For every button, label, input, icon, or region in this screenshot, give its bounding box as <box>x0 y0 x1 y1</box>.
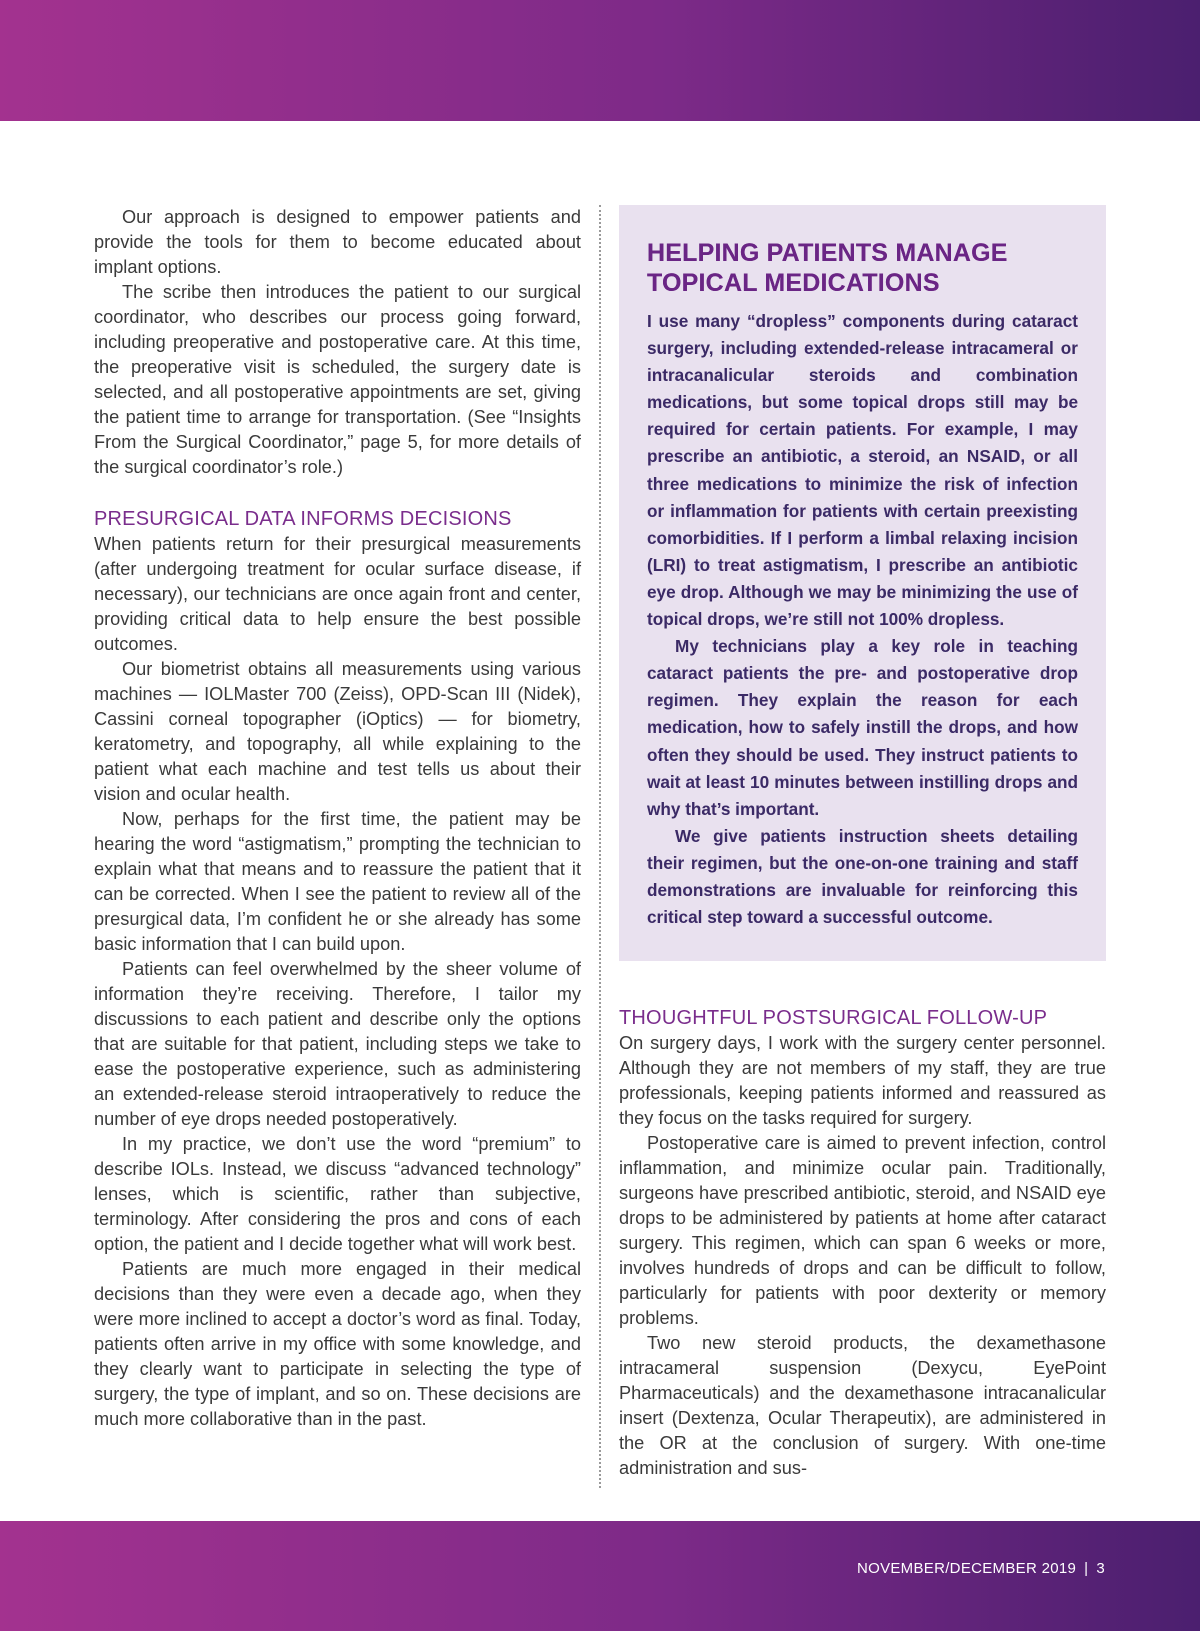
sidebar-title-line: HELPING PATIENTS MANAGE <box>647 239 1008 267</box>
sidebar-title-line: TOPICAL MEDICATIONS <box>647 269 940 297</box>
body-paragraph: In my practice, we don’t use the word “premium” to describe IOLs. Instead, we discuss “advanced technology” lenses, which is scientific, rather than subjective, terminology. After considering the pros and cons of each option, the patient and I decide together what will work best. <box>94 1134 581 1254</box>
body-paragraph: On surgery days, I work with the surgery center personnel. Although they are not members of my staff, they are true professionals, keeping patients informed and reassured as they focus on the tasks required for surgery. <box>619 1033 1106 1129</box>
left-column <box>94 205 581 1432</box>
sidebar-paragraph: I use many “dropless” components during cataract surgery, including extended-release intracameral or intracanalicular steroids and combination medications, but some topical drops still may be required for certain patients. For example, I may prescribe an antibiotic, a steroid, an NSAID, or all three medications to minimize the risk of infection or inflammation for patients with certain preexisting comorbidities. If I perform a limbal relaxing incision (LRI) to treat astigmatism, I prescribe an antibiotic eye drop. Although we may be minimizing the use of topical drops, we’re still not 100% dropless. <box>647 311 1078 630</box>
body-paragraph: Now, perhaps for the first time, the patient may be hearing the word “astigmatism,” prompting the technician to explain what that means and to reassure the patient that it can be corrected. When I see the patient to review all of the presurgical data, I’m confident he or she already has some basic information that I can build upon. <box>94 809 581 954</box>
body-paragraph: Postoperative care is aimed to prevent infection, control inflammation, and minimize ocular pain. Traditionally, surgeons have prescribed antibiotic, steroid, and NSAID eye drops to be administered by patients at home after cataract surgery. This regimen, which can span 6 weeks or more, involves hundreds of drops and can be difficult to follow, particularly for patients with poor dexterity or memory problems. <box>619 1133 1106 1329</box>
page-number: 3 <box>1096 1560 1105 1577</box>
issue-date: NOVEMBER/DECEMBER 2019 <box>856 1560 1077 1577</box>
body-paragraph: The scribe then introduces the patient to our surgical coordinator, who describes our process going forward, including preoperative and postoperative care. At this time, the preoperative visit is scheduled, the surgery date is selected, and all postoperative appointments are set, giving the patient time to arrange for transportation. (See “Insights From the Surgical Coordinator,” page 5, for more details of the surgical coordinator’s role.) <box>94 282 581 477</box>
section-heading-postsurgical: THOUGHTFUL POSTSURGICAL FOLLOW-UP <box>619 1007 1048 1030</box>
section-heading-presurgical: PRESURGICAL DATA INFORMS DECISIONS <box>94 508 512 530</box>
body-paragraph: Our biometrist obtains all measurements using various machines — IOLMaster 700 (Zeiss), OPD-Scan III (Nidek), Cassini corneal topographer (iOptics) — for biometry, keratometry, and topography, all while explaining to the patient what each machine and test tells us about their vision and ocular health. <box>94 659 581 804</box>
body-paragraph: When patients return for their presurgical measurements (after undergoing treatment for ocular surface disease, if necessary), our technicians are once again front and center, providing critical data to help ensure the best possible outcomes. <box>94 534 581 654</box>
sidebar-title <box>647 238 1078 298</box>
body-paragraph: Patients are much more engaged in their medical decisions than they were even a decade ago, when they were more inclined to accept a doctor’s word as final. Today, patients often arrive in my office with some knowledge, and they clearly want to participate in selecting the type of surgery, the type of implant, and so on. These decisions are much more collaborative than in the past. <box>94 1259 581 1429</box>
footer-separator: | <box>1084 1560 1089 1577</box>
sidebar-paragraph: My technicians play a key role in teaching cataract patients the pre- and postoperative drop regimen. They explain the reason for each medication, how to safely instill the drops, and how often they should be used. They instruct patients to wait at least 10 minutes between instilling drops and why that’s important. <box>647 636 1078 819</box>
sidebar-box <box>619 205 1106 961</box>
body-paragraph: Our approach is designed to empower patients and provide the tools for them to become educated about implant options. <box>94 207 581 277</box>
body-paragraph: Two new steroid products, the dexamethasone intracameral suspension (Dexycu, EyePoint Pharmaceuticals) and the dexamethasone intracanalicular insert (Dextenza, Ocular Therapeutix), are administered in the OR at the conclusion of surgery. With one-time administration and sus- <box>619 1333 1106 1479</box>
page-footer <box>857 1560 1105 1577</box>
sidebar-paragraph: We give patients instruction sheets detailing their regimen, but the one-on-one training and staff demonstrations are invaluable for reinforcing this critical step toward a successful outcome. <box>647 825 1078 928</box>
header-band <box>0 0 1200 121</box>
right-column <box>619 205 1106 1481</box>
body-paragraph: Patients can feel overwhelmed by the sheer volume of information they’re receiving. Therefore, I tailor my discussions to each patient and describe only the options that are suitable for that patient, including steps we take to ease the postoperative experience, such as administering an extended-release steroid intraoperatively to reduce the number of eye drops needed postoperatively. <box>94 959 581 1129</box>
column-divider <box>599 205 601 1488</box>
